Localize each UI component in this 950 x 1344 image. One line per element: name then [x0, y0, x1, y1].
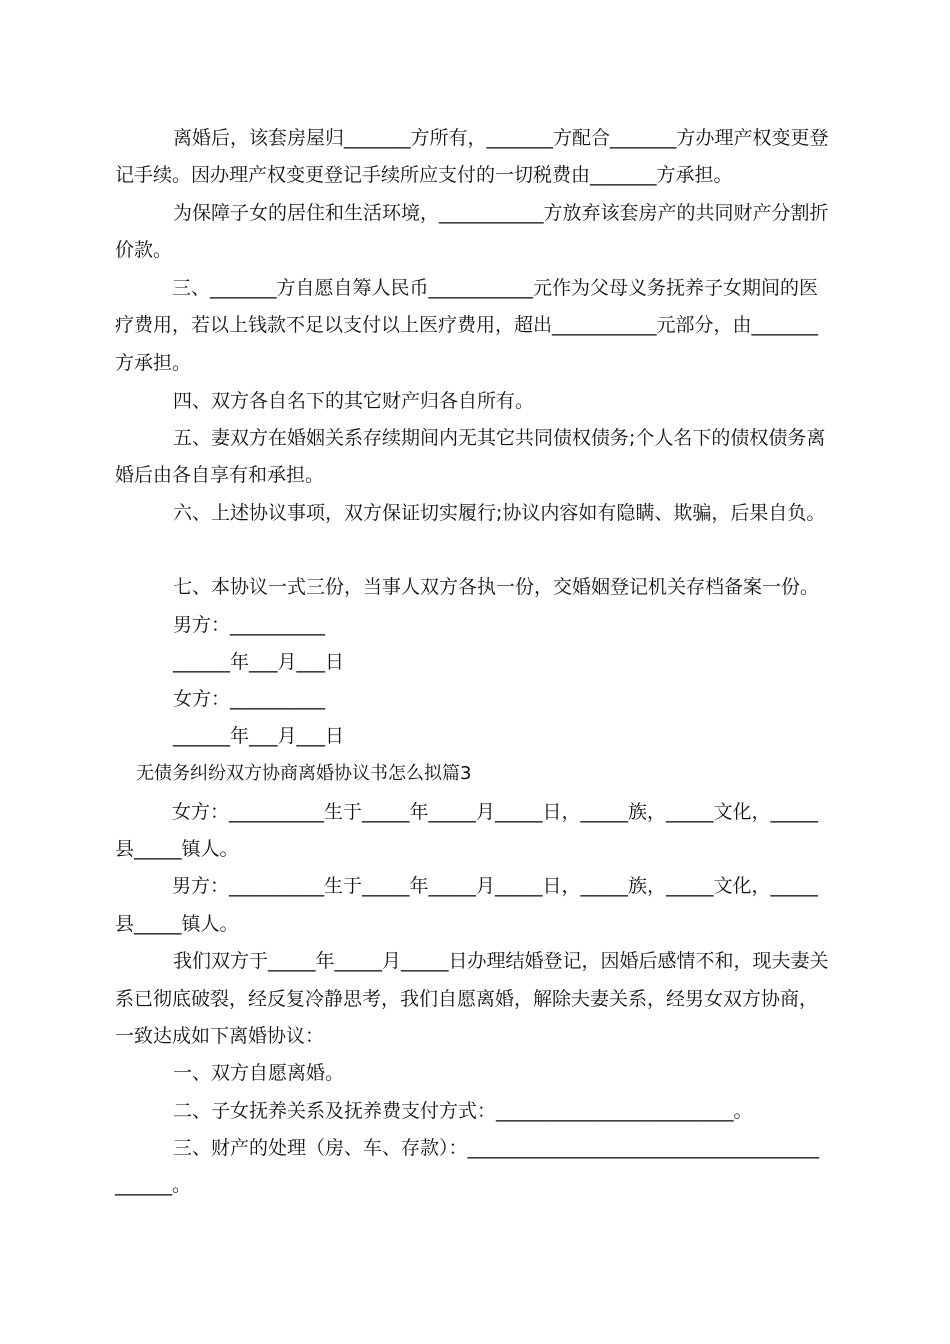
- paragraph-line: 四、双方各自名下的其它财产归各自所有。: [173, 390, 535, 412]
- paragraph-line: 六、上述协议事项，双方保证切实履行;协议内容如有隐瞒、欺骗，后果自负。: [173, 502, 826, 524]
- signature-husband: 男方：__________: [173, 614, 326, 636]
- paragraph-line: 记手续。因办理产权变更登记手续所应支付的一切税费由_______方承担。: [115, 164, 733, 186]
- paragraph-line: 疗费用，若以上钱款不足以支付以上医疗费用，超出___________元部分，由_______: [115, 314, 819, 336]
- paragraph-line: 为保障子女的居住和生活环境，___________方放弃该套房产的共同财产分割折: [173, 202, 829, 224]
- paragraph-line: 五、妻双方在婚姻关系存续期间内无其它共同债权债务;个人名下的债权债务离: [173, 427, 826, 449]
- paragraph-line: 系已彻底破裂，经反复冷静思考，我们自愿离婚，解除夫妻关系，经男女双方协商，: [115, 988, 819, 1010]
- paragraph-line: 三、_______方自愿自筹人民币___________元作为父母义务抚养子女期间的医: [166, 277, 819, 299]
- paragraph-line: 七、本协议一式三份，当事人双方各执一份，交婚姻登记机关存档备案一份。: [173, 576, 820, 598]
- paragraph-line: 离婚后，该套房屋归_______方所有，_______方配合_______方办理产权变更登: [173, 127, 829, 149]
- paragraph-line: 男方：__________生于_____年_____月_____日，_____族，_____文化，_____: [166, 875, 819, 897]
- paragraph-line: 我们双方于_____年_____月_____日办理结婚登记，因婚后感情不和，现夫妻关: [173, 950, 829, 972]
- paragraph-line: 方承担。: [115, 352, 192, 374]
- paragraph-line: 县_____镇人。: [115, 838, 239, 860]
- paragraph-line: 一、双方自愿离婚。: [173, 1062, 345, 1084]
- section-title: 无债务纠纷双方协商离婚协议书怎么拟篇3: [136, 763, 472, 784]
- paragraph-line: 女方：__________生于_____年_____月_____日，_____族，_____文化，_____: [166, 801, 819, 823]
- signature-date: ______年___月___日: [173, 651, 345, 673]
- paragraph-line: 县_____镇人。: [115, 913, 239, 935]
- signature-date: ______年___月___日: [173, 725, 345, 747]
- signature-wife: 女方：__________: [173, 688, 326, 710]
- paragraph-line: 二、子女抚养关系及抚养费支付方式：_________________________。: [173, 1100, 753, 1122]
- paragraph-line: ______。: [115, 1174, 192, 1196]
- paragraph-line: 一致达成如下离婚协议：: [115, 1025, 325, 1047]
- paragraph-line: 价款。: [115, 239, 173, 261]
- paragraph-line: 三、财产的处理（房、车、存款）：_____________________________________: [173, 1137, 820, 1159]
- paragraph-line: 婚后由各自享有和承担。: [115, 464, 325, 486]
